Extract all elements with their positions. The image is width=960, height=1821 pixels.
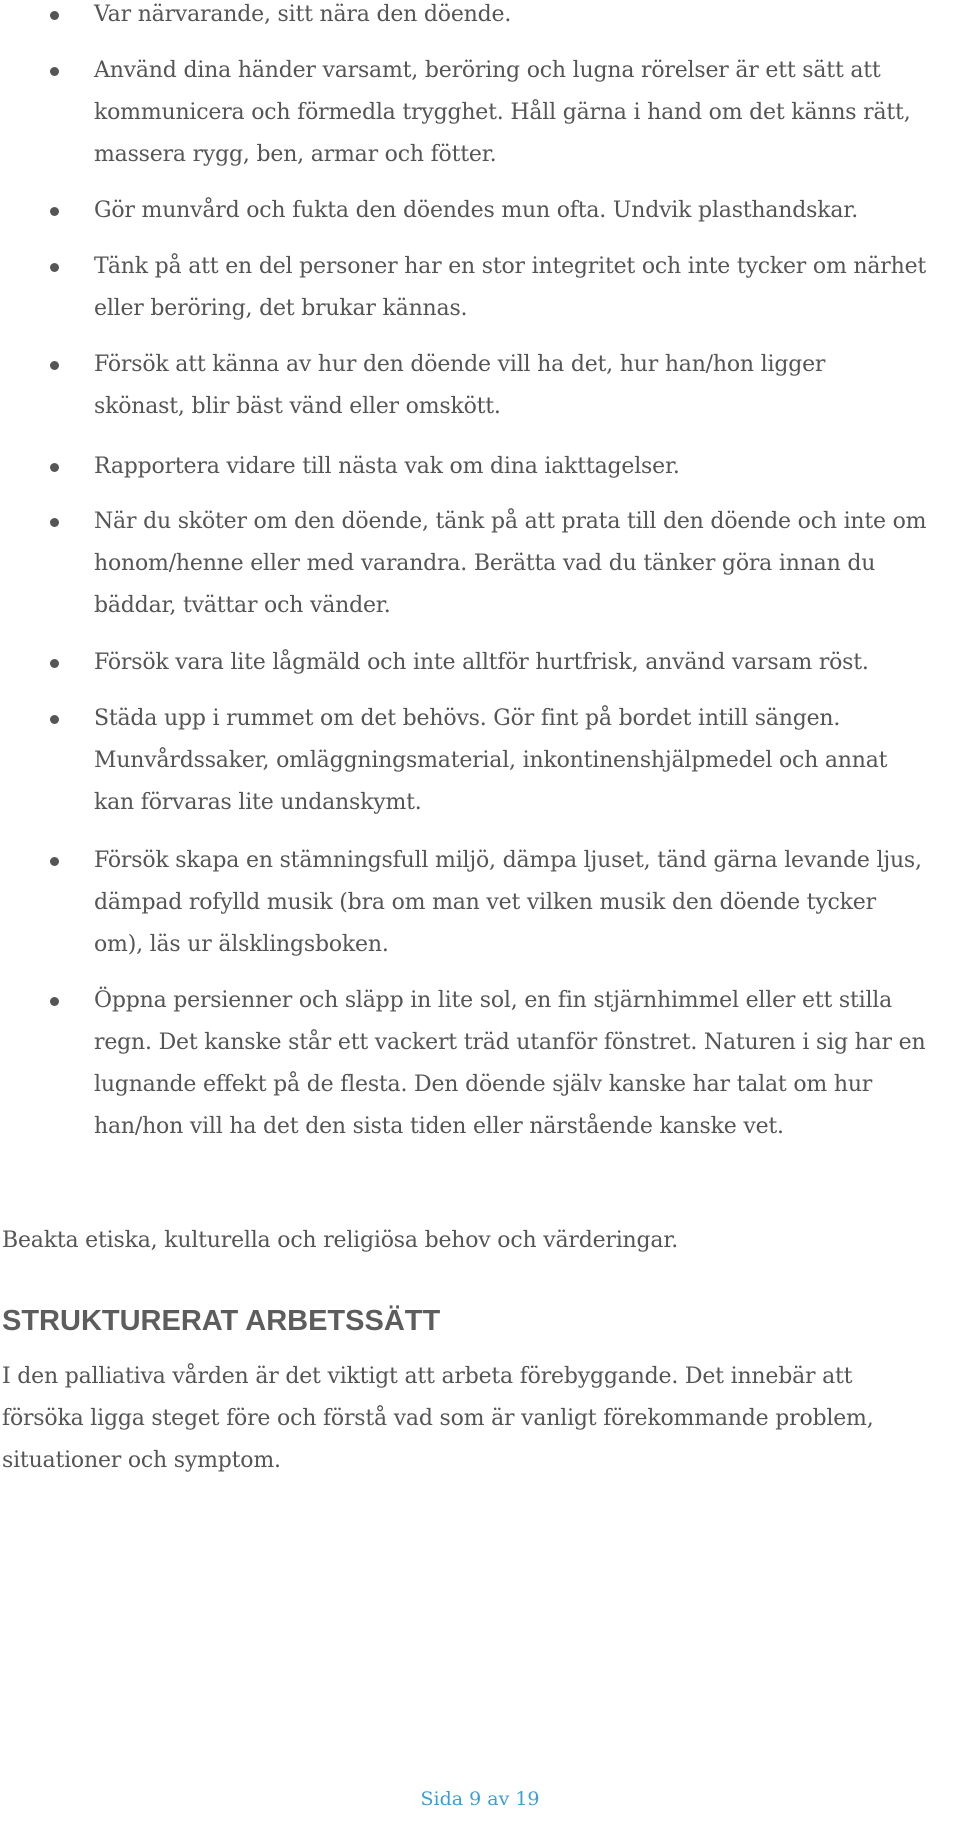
text-line: bäddar, tvättar och vänder. <box>94 593 391 618</box>
bullet-icon <box>50 463 59 472</box>
list-item <box>94 344 960 428</box>
section-paragraph <box>2 1356 952 1482</box>
list-item <box>94 190 960 232</box>
text-line: Städa upp i rummet om det behövs. Gör fint på bordet intill sängen. <box>94 706 841 731</box>
text-line: Beakta etiska, kulturella och religiösa behov och värderingar. <box>2 1228 679 1253</box>
text-line: Öppna persienner och släpp in lite sol, en fin stjärnhimmel eller ett stilla <box>94 988 893 1013</box>
section-heading: STRUKTURERAT ARBETSSÄTT <box>2 1305 441 1337</box>
text-line: situationer och symptom. <box>2 1448 281 1473</box>
list-item <box>94 0 960 36</box>
bullet-icon <box>50 207 59 216</box>
page-number: Sida 9 av 19 <box>420 1788 540 1810</box>
text-line: När du sköter om den döende, tänk på att prata till den döende och inte om <box>94 509 927 534</box>
text-line: regn. Det kanske står ett vackert träd utanför fönstret. Naturen i sig har en <box>94 1030 926 1055</box>
text-line: Försök att känna av hur den döende vill ha det, hur han/hon ligger <box>94 352 826 377</box>
text-line: lugnande effekt på de flesta. Den döende själv kanske har talat om hur <box>94 1072 873 1097</box>
text-line: Gör munvård och fukta den döendes mun ofta. Undvik plasthandskar. <box>94 198 858 223</box>
bullet-icon <box>50 997 59 1006</box>
list-item <box>94 840 960 966</box>
text-line: dämpad rofylld musik (bra om man vet vilken musik den döende tycker <box>94 890 876 915</box>
bullet-icon <box>50 361 59 370</box>
bullet-icon <box>50 715 59 724</box>
text-line: Försök skapa en stämningsfull miljö, dämpa ljuset, tänd gärna levande ljus, <box>94 848 922 873</box>
list-item <box>94 446 960 488</box>
text-line: I den palliativa vården är det viktigt att arbeta förebyggande. Det innebär att <box>2 1364 853 1389</box>
text-line: kommunicera och förmedla trygghet. Håll gärna i hand om det känns rätt, <box>94 100 911 125</box>
text-line: skönast, blir bäst vänd eller omskött. <box>94 394 501 419</box>
list-item <box>94 980 960 1148</box>
text-line: försöka ligga steget före och förstå vad som är vanligt förekommande problem, <box>2 1406 874 1431</box>
text-line: om), läs ur älsklingsboken. <box>94 932 389 957</box>
text-line: Var närvarande, sitt nära den döende. <box>94 2 512 27</box>
text-line: honom/henne eller med varandra. Berätta vad du tänker göra innan du <box>94 551 876 576</box>
bullet-icon <box>50 11 59 20</box>
text-line: han/hon vill ha det den sista tiden eller närstående kanske vet. <box>94 1114 784 1139</box>
bullet-icon <box>50 857 59 866</box>
text-line: eller beröring, det brukar kännas. <box>94 296 468 321</box>
list-item <box>94 501 960 627</box>
list-item <box>94 246 960 330</box>
text-line: kan förvaras lite undanskymt. <box>94 790 422 815</box>
text-line: Använd dina händer varsamt, beröring och lugna rörelser är ett sätt att <box>94 58 881 83</box>
text-line: Försök vara lite lågmäld och inte alltför hurtfrisk, använd varsam röst. <box>94 650 869 675</box>
list-item <box>94 642 960 684</box>
text-line: Rapportera vidare till nästa vak om dina iakttagelser. <box>94 454 680 479</box>
list-item <box>94 50 960 176</box>
text-line: Munvårdssaker, omläggningsmaterial, inkontinenshjälpmedel och annat <box>94 748 888 773</box>
ethics-paragraph <box>2 1220 952 1262</box>
text-line: Tänk på att en del personer har en stor integritet och inte tycker om närhet <box>94 254 927 279</box>
bullet-icon <box>50 263 59 272</box>
bullet-icon <box>50 67 59 76</box>
list-item <box>94 698 960 824</box>
bullet-icon <box>50 518 59 527</box>
bullet-icon <box>50 659 59 668</box>
text-line: massera rygg, ben, armar och fötter. <box>94 142 497 167</box>
